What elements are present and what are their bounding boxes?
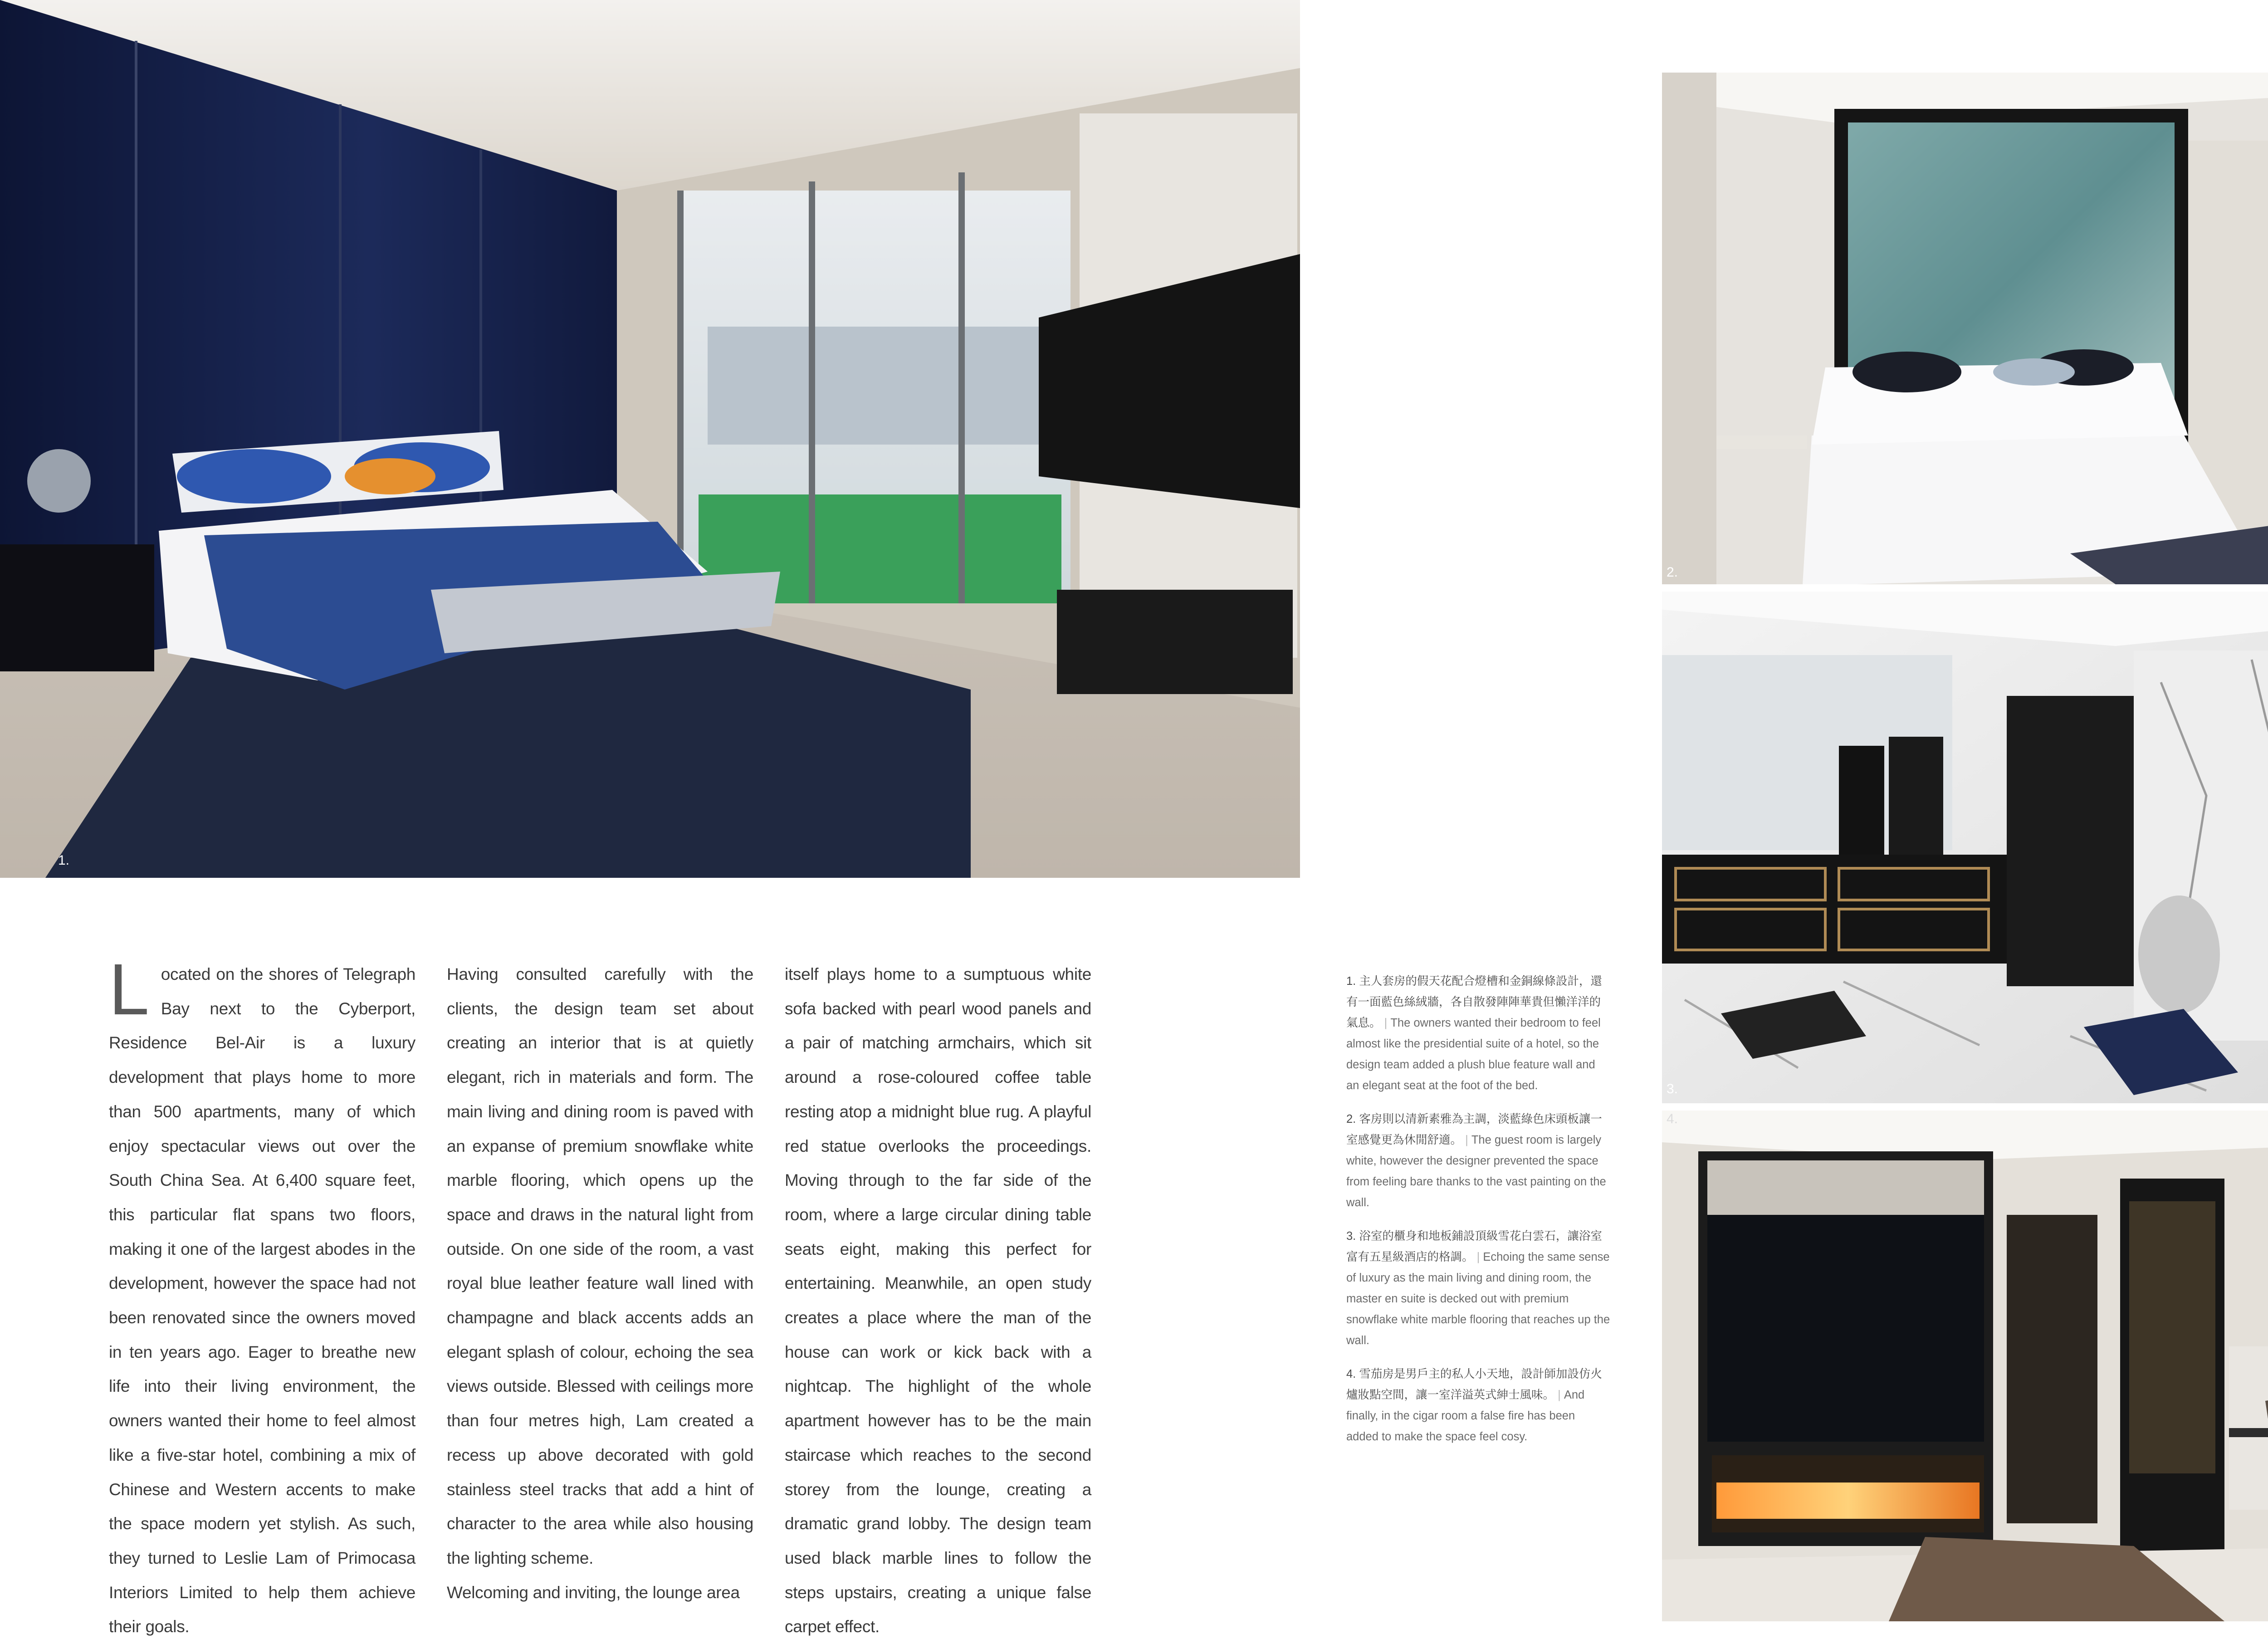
photo-master-bedroom [0,0,1300,878]
photo-guest-room [1662,73,2268,584]
photo-cigar-room [1662,1111,2268,1621]
photo-captions [1346,971,1610,1460]
caption-separator: | [1476,1251,1480,1263]
article-column-2 [447,957,753,1610]
caption-en: The owners wanted their bedroom to feel almost like the presidential suite of a hotel, so the design team added a plush blue feature wall and an elegant seat at the foot of the bed. [1346,1017,1601,1092]
caption-zh: 4. 雪茄房是男戶主的私人小天地，設計師加設仿火爐妝點空間，讓一室洋溢英式紳士風味。 [1346,1368,1602,1401]
caption-2 [1346,1109,1610,1213]
caption-en: And finally, in the cigar room a false fire has been added to make the space feel cosy. [1346,1389,1585,1443]
caption-1 [1346,971,1610,1096]
photo-number: 3. [1667,1081,1678,1096]
article-paragraph: Welcoming and inviting, the lounge area [447,1583,740,1602]
article-paragraph: itself plays home to a sumptuous white sofa backed with pearl wood panels and a pair of matching armchairs, which sit around a rose-coloured coffee table resting atop a midnight blue rug. A playful red statue overlooks the proceedings. Moving through to the far side of the room, where a large circular dining table seats eight, making this perfect for entertaining. Meanwhile, an open study creates a place where the man of the house can work or kick back with a nightcap. The highlight of the whole apartment however has to be the main staircase which reaches to the second storey from the lounge, creating a dramatic grand lobby. The design team used black marble lines to follow the steps upstairs, creating a unique false carpet effect. [785,965,1091,1636]
article-column-3 [785,957,1091,1644]
photo-number: 2. [1667,565,1678,580]
caption-zh: 3. 浴室的櫃身和地板鋪設頂級雪花白雲石，讓浴室富有五星級酒店的格調。 [1346,1230,1602,1263]
caption-zh: 2. 客房則以清新素雅為主調，淡藍綠色床頭板讓一室感覺更為休閒舒適。 [1346,1113,1602,1146]
caption-4 [1346,1364,1610,1447]
article-paragraph: ocated on the shores of Telegraph Bay next to the Cyberport, Residence Bel-Air is a luxury development that plays home to more than 500 apartments, many of which enjoy spectacular views out over the South China Sea. At 6,400 square feet, this particular flat spans two floors, making it one of the largest abodes in the development, however the space had not been renovated since the owners moved in ten years ago. Eager to breathe new life into their living environment, the owners wanted their home to feel almost like a five-star hotel, combining a mix of Chinese and Western accents to make the space modern yet stylish. As such, they turned to Leslie Lam of Primocasa Interiors Limited to help them achieve their goals. [109,965,415,1636]
caption-3 [1346,1226,1610,1351]
caption-en: Echoing the same sense of luxury as the main living and dining room, the master en suite is decked out with premium snowflake white marble flooring that reaches up the wall. [1346,1251,1610,1347]
drop-cap: L [109,949,149,1030]
caption-zh: 1. 主人套房的假天花配合燈槽和金銅線條設計，還有一面藍色絲絨牆，各自散發陣陣華貴但懶洋洋的氣息。 [1346,975,1602,1029]
caption-separator: | [1384,1017,1388,1029]
article-paragraph: Having consulted carefully with the clients, the design team set about creating an interior that is at quietly elegant, rich in materials and form. The main living and dining room is paved with an expanse of premium snowflake white marble flooring, which opens up the space and draws in the natural light from outside. On one side of the room, a vast royal blue leather feature wall lined with champagne and black accents adds an elegant splash of colour, echoing the sea views outside. Blessed with ceilings more than four metres high, Lam created a recess up above decorated with gold stainless steel tracks that add a hint of character to the area while also housing the lighting scheme. [447,965,753,1567]
caption-en: The guest room is largely white, however the designer prevented the space from feeling bare thanks to the vast painting on the wall. [1346,1134,1606,1209]
article-column-1 [109,949,415,1644]
photo-number: 1. [58,853,70,868]
caption-separator: | [1465,1134,1468,1146]
photo-number: 4. [1667,1111,1678,1126]
caption-separator: | [1558,1389,1561,1401]
photo-bathroom [1662,592,2268,1103]
